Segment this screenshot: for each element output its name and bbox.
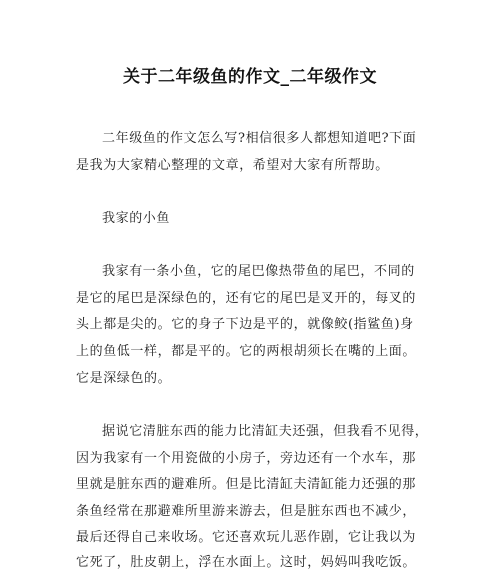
intro-line: 二年级鱼的作文怎么写?相信很多人都想知道吧?下面 bbox=[102, 131, 417, 146]
paragraph-line: 头上都是尖的。它的身子下边是平的，就像鲛(指鲨鱼)身 bbox=[76, 317, 414, 332]
intro-line: 是我为大家精心整理的文章，希望对大家有所帮助。 bbox=[76, 158, 389, 173]
paragraph-line: 我家有一条小鱼，它的尾巴像热带鱼的尾巴，不同的 bbox=[102, 264, 415, 279]
paragraph-line: 据说它清脏东西的能力比清缸夫还强，但我看不见得， bbox=[102, 424, 429, 439]
paragraph-line: 它死了，肚皮朝上，浮在水面上。这时，妈妈叫我吃饭。 bbox=[76, 555, 417, 570]
paragraph-line: 上的鱼低一样，都是平的。它的两根胡须长在嘴的上面。 bbox=[76, 344, 417, 359]
article-title: 关于二年级鱼的作文_二年级作文 bbox=[123, 67, 377, 87]
paragraph-line: 它是深绿色的。 bbox=[76, 371, 172, 386]
paragraph-line: 条鱼经常在那避难所里游来游去，但是脏东西也不减少， bbox=[76, 504, 417, 519]
subheading: 我家的小鱼 bbox=[102, 211, 171, 226]
paragraph-line: 因为我家有一个用瓷做的小房子，旁边还有一个水车，那 bbox=[76, 451, 417, 466]
paragraph-line: 最后还得自己来收场。它还喜欢玩儿恶作剧，它让我以为 bbox=[76, 530, 417, 545]
paragraph-line: 是它的尾巴是深绿色的，还有它的尾巴是叉开的，每叉的 bbox=[76, 291, 417, 306]
paragraph-line: 里就是脏东西的避难所。但是比清缸夫清缸能力还强的那 bbox=[76, 477, 417, 492]
